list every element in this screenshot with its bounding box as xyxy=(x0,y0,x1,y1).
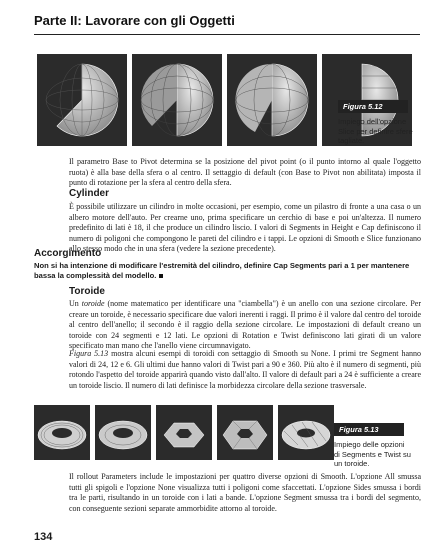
chapter-title: Parte II: Lavorare con gli Oggetti xyxy=(34,13,235,28)
tip-note xyxy=(34,261,422,282)
heading-cylinder: Cylinder xyxy=(69,188,110,199)
figure-5-12-caption xyxy=(338,96,416,146)
paragraph-base-to-pivot: Il parametro Base to Pivot determina se la posizione del pivot point (o il punto intorno al quale l'oggetto ruota) è alla base della sfera o al centro. Il settaggio di default (con Base to Pivot non abilitata) imposta il punto di rotazione per la sfera al centro della sfera. xyxy=(69,157,421,188)
heading-accorgimento: Accorgimento xyxy=(34,248,102,259)
figure-caption-text: Impiego dell'opzione Slice per definire sfere tagliate. xyxy=(338,117,413,146)
end-mark-icon xyxy=(159,274,163,278)
p3-term: toroide xyxy=(81,299,105,308)
paragraph-smooth-options: Il rollout Parameters include le impostazioni per quattro diverse opzioni di Smooth. L'opzione All smussa tutti gli spigoli e l'opzione None visualizza tutti i poligoni come sfaccettati. L'opzione Sides smussa i bordi tra le parti, risultando in un toroide con i lati a bande. L'opzione Segment smussa tra i bordi del segmento, con conseguente sezioni separate ammorbidite attorno al toroide. xyxy=(69,472,421,513)
sliced-sphere-image-2 xyxy=(132,54,222,146)
p3-pre: Un xyxy=(69,299,82,308)
figure-label: Figura 5.13 xyxy=(334,423,404,436)
sliced-sphere-image-3 xyxy=(227,54,317,146)
torus-image-4 xyxy=(217,405,273,460)
paragraph-figure-5-13 xyxy=(69,349,421,391)
torus-image-5 xyxy=(278,405,334,460)
p3-post: (nome matematico per identificare una "ciambella") è un anello con una sezione circolare. Per creare un toroide, è necessario specificare due valori inerenti i raggi. Il primo è il valore dal centro del toroide al centro dell'anello; il secondo è il raggio della sezione circolare. Le impostazioni di default creano un toroide con 24 segmenti e 12 lati. Le opzioni di Rotation e Twist definiscono lati girati di un valore specificato man mano che l'anello viene circumnavigato. xyxy=(69,299,421,351)
figure-5-13-thumbnails xyxy=(34,405,334,460)
paragraph-cylinder: È possibile utilizzare un cilindro in molte occasioni, per esempio, come un pilastro di fronte a una casa o un albero motore dell'auto. Per crearne uno, prima specificare un cerchio di base e poi un'altezza. Il numero predefinito di lati è 18, il che produce un cilindro liscio. I valori di Segments in Height e Cap definiscono il numero di poligoni che compongono le pareti del cilindro e i tappi. Le opzioni di Smooth e Slice funzionano allo stesso modo che in una sfera (vedere la sezione precedente). xyxy=(69,202,421,254)
page-header xyxy=(34,12,420,35)
paragraph-toroide xyxy=(69,299,421,352)
p4-post: mostra alcuni esempi di toroidi con settaggio di Smooth su None. I primi tre Segment hanno valori di 24, 12 e 6. Gli ultimi due hanno valori di Twist pari a 90 e 360. Più alto è il numero di segmenti, più rotondo l'aspetto del toroide apparirà quando visto dall'alto. Il valore di default pari a 24 è sufficiente a creare un toroide liscio. Il numero di lati definisce la morbidezza circolare della sezione trasversale. xyxy=(69,349,421,390)
figure-5-13-caption xyxy=(334,419,412,469)
sliced-sphere-image-1 xyxy=(37,54,127,146)
torus-image-3 xyxy=(156,405,212,460)
p4-figure-ref: Figura 5.13 xyxy=(69,349,109,358)
figure-caption-text: Impiego delle opzioni di Segments e Twist su un toroide. xyxy=(334,440,411,469)
tip-note-text: Non si ha intenzione di modificare l'estremità del cilindro, definire Cap Segments pari a 1 per mantenere bassa la complessità del modello. xyxy=(34,261,410,281)
page-number: 134 xyxy=(34,531,53,543)
torus-image-2 xyxy=(95,405,151,460)
figure-label: Figura 5.12 xyxy=(338,100,408,113)
torus-image-1 xyxy=(34,405,90,460)
heading-toroide: Toroide xyxy=(69,286,105,297)
